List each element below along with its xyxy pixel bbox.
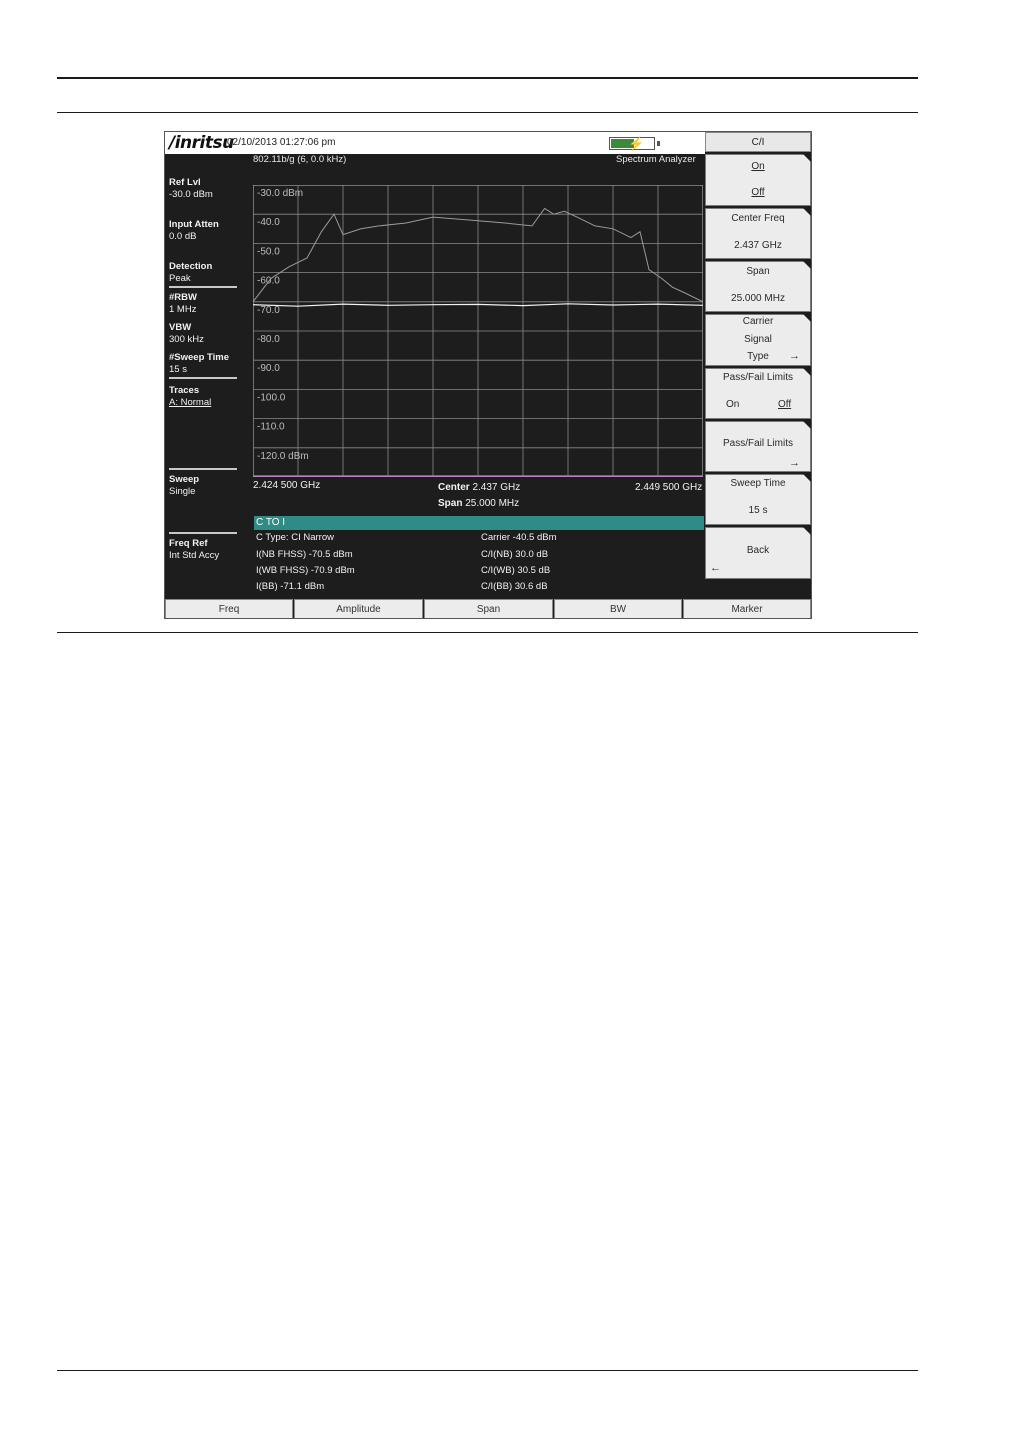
detection-title: Detection <box>169 261 213 272</box>
softkey-label: Carrier <box>742 316 774 327</box>
center-value: 2.437 GHz <box>472 482 521 493</box>
softkey-center-freq[interactable] <box>705 208 811 259</box>
center-label: Center <box>438 482 470 493</box>
y-tick-label: -80.0 <box>257 334 280 345</box>
input-atten-value: 0.0 dB <box>169 230 197 242</box>
detection-value: Peak <box>169 272 191 284</box>
menu-freq-button[interactable]: Freq <box>165 599 293 619</box>
back-arrow-icon: ← <box>710 562 721 574</box>
sweep-value: Single <box>169 485 196 497</box>
traces <box>169 385 239 408</box>
spectrum-graph[interactable] <box>253 185 703 477</box>
battery-icon <box>609 137 655 150</box>
separator <box>169 286 237 288</box>
rbw <box>169 292 239 315</box>
softkey-label: Pass/Fail Limits <box>722 372 793 383</box>
sweep-title: Sweep <box>169 474 200 485</box>
ref-lvl-value: -30.0 dBm <box>169 188 213 200</box>
softkey-on-label: On <box>751 161 765 172</box>
softkey-carrier-signal-type[interactable] <box>705 314 811 366</box>
ref-lvl-title: Ref Lvl <box>169 177 201 188</box>
span-readout <box>438 498 519 509</box>
results-header <box>254 516 704 530</box>
softkey-ci-on-off[interactable] <box>705 154 811 206</box>
menu-amplitude-button[interactable]: Amplitude <box>294 599 423 619</box>
result-left-3: I(BB) -71.1 dBm <box>256 581 325 592</box>
softkey-value: 2.437 GHz <box>734 240 782 251</box>
y-tick-label: -120.0 dBm <box>257 450 309 462</box>
result-right-2: C/I(WB) 30.5 dB <box>481 565 551 576</box>
y-tick-label: -60.0 <box>257 275 280 287</box>
page-top-rule <box>57 77 918 79</box>
instrument-screen <box>164 131 812 619</box>
main-menu-bar <box>165 599 811 619</box>
separator <box>169 468 237 470</box>
softkey-sweep-time[interactable] <box>705 474 811 525</box>
menu-marker-button[interactable]: Marker <box>683 599 811 619</box>
vbw <box>169 322 239 345</box>
softkey-on-label: On <box>726 399 740 410</box>
anritsu-logo: /inritsu <box>169 133 234 153</box>
softkey-label: Pass/Fail Limits <box>722 438 793 449</box>
result-left-0: C Type: CI Narrow <box>256 532 334 543</box>
softkey-pass-fail-on-off[interactable] <box>705 368 811 419</box>
span-value: 25.000 MHz <box>465 498 520 509</box>
softkey-menu-title: C/I <box>705 132 811 152</box>
result-left-1: I(NB FHSS) -70.5 dBm <box>256 549 353 560</box>
softkey-back[interactable] <box>705 527 811 579</box>
y-tick-label: -90.0 <box>257 363 280 375</box>
menu-bw-button[interactable]: BW <box>554 599 682 619</box>
center-readout <box>438 482 520 493</box>
softkey-label: Type <box>747 351 769 362</box>
softkey-label: Signal <box>744 334 772 345</box>
battery-tip <box>657 141 660 146</box>
results-title: C TO I <box>256 517 286 528</box>
softkey-pass-fail-limits[interactable] <box>705 421 811 472</box>
span-label: Span <box>438 498 463 509</box>
x-stop-label: 2.449 500 GHz <box>635 482 703 493</box>
page-figure-rule <box>57 632 918 633</box>
charging-bolt-icon: ⚡ <box>628 136 645 151</box>
page-upper-rule <box>57 112 918 113</box>
rbw-value: 1 MHz <box>169 303 197 315</box>
traces-value: A: Normal <box>169 396 212 408</box>
sweep <box>169 474 239 497</box>
y-tick-label: -70.0 <box>257 304 280 316</box>
vbw-title: VBW <box>169 322 192 333</box>
sweep-time <box>169 352 239 375</box>
freq-ref-title: Freq Ref <box>169 538 208 549</box>
freq-ref-value: Int Std Accy <box>169 549 220 561</box>
softkey-value: 15 s <box>748 505 768 516</box>
separator <box>169 377 237 379</box>
standard-label: 802.11b/g (6, 0.0 kHz) <box>253 154 347 165</box>
y-tick-label: -100.0 <box>257 392 286 404</box>
result-left-2: I(WB FHSS) -70.9 dBm <box>256 565 355 576</box>
y-tick-label: -40.0 <box>257 217 280 229</box>
softkey-off-label: Off <box>751 187 765 198</box>
page-bottom-rule <box>57 1370 918 1371</box>
result-right-0: Carrier -40.5 dBm <box>481 532 557 543</box>
y-tick-label: -30.0 dBm <box>257 188 304 199</box>
softkey-label: Center Freq <box>731 213 785 224</box>
softkey-label: Back <box>746 545 770 556</box>
freq-ref <box>169 538 239 561</box>
separator <box>169 532 237 534</box>
softkey-span[interactable] <box>705 261 811 312</box>
y-tick-label: -50.0 <box>257 246 280 258</box>
sweep-time-title: #Sweep Time <box>169 352 230 363</box>
input-atten-title: Input Atten <box>169 219 219 230</box>
mode-label: Spectrum Analyzer <box>616 154 696 165</box>
sweep-time-value: 15 s <box>169 363 187 375</box>
result-right-1: C/I(NB) 30.0 dB <box>481 549 549 560</box>
submenu-arrow-icon: → <box>789 350 800 362</box>
rbw-title: #RBW <box>169 292 197 303</box>
menu-span-button[interactable]: Span <box>424 599 553 619</box>
result-right-3: C/I(BB) 30.6 dB <box>481 581 548 592</box>
softkey-off-label: Off <box>778 399 792 410</box>
submenu-arrow-icon: → <box>789 457 800 469</box>
traces-title: Traces <box>169 385 200 396</box>
input-atten <box>169 219 239 242</box>
softkey-label: Span <box>746 266 770 277</box>
softkey-label: Sweep Time <box>730 478 786 489</box>
ref-lvl <box>169 177 239 200</box>
vbw-value: 300 kHz <box>169 333 204 345</box>
softkey-value: 25.000 MHz <box>731 293 785 304</box>
y-tick-label: -110.0 <box>257 421 285 433</box>
datetime: 02/10/2013 01:27:06 pm <box>227 137 336 148</box>
x-start-label: 2.424 500 GHz <box>253 480 321 491</box>
status-header <box>165 132 705 154</box>
detection <box>169 261 239 284</box>
